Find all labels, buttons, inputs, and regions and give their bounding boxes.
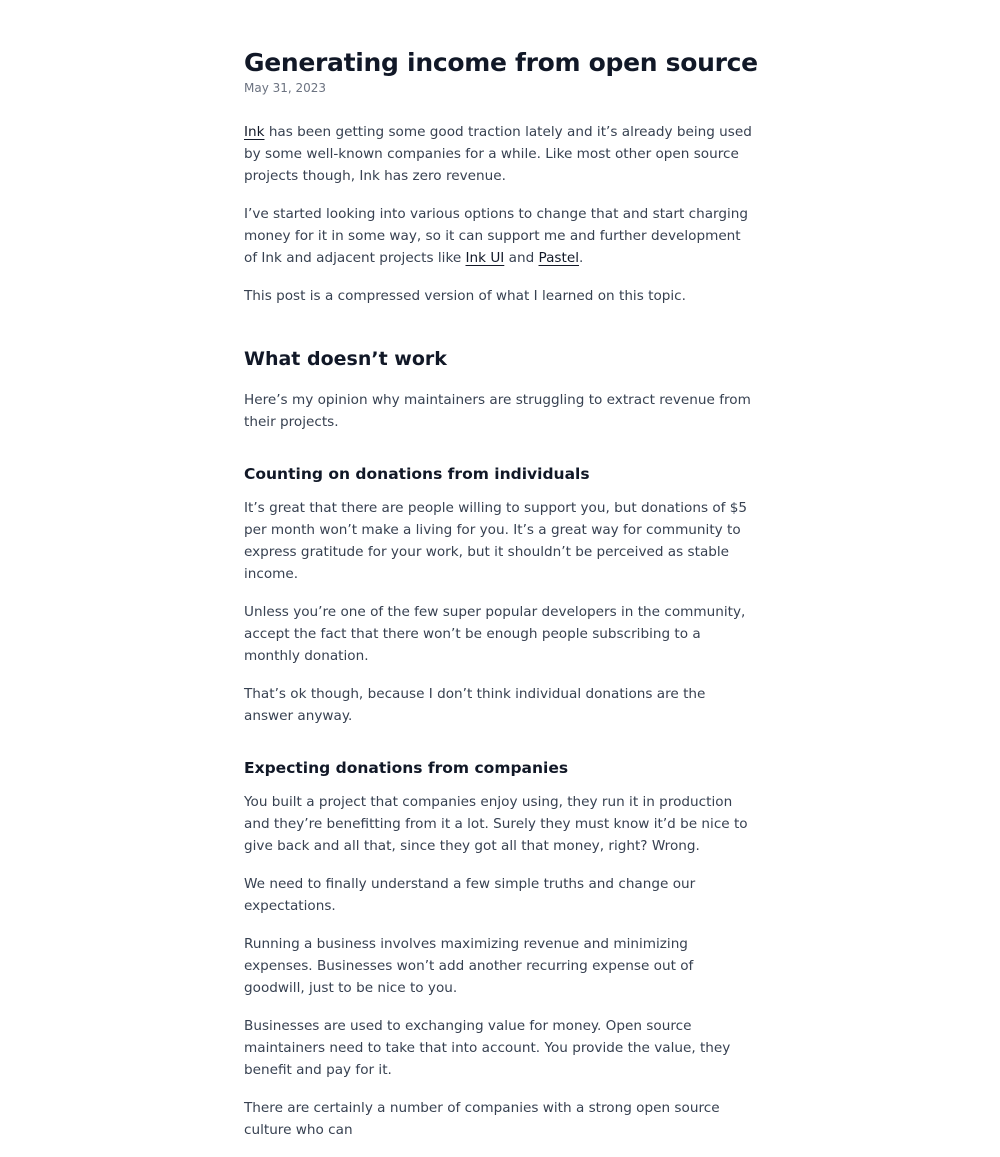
intro-paragraph-2-and: and (504, 250, 539, 266)
individuals-paragraph-1: It’s great that there are people willing to support you, but donations of $5 per month won’t make a living for you. It’s a great way for community to express gratitude for your work, but it shouldn’t be perceived as stable income. (244, 500, 748, 582)
section-heading-what-doesnt-work: What doesn’t work (244, 348, 447, 370)
what-doesnt-work-paragraph: Here’s my opinion why maintainers are struggling to extract revenue from their projects. (244, 392, 751, 430)
post-title: Generating income from open source (244, 48, 758, 77)
intro-paragraph-1 (244, 121, 756, 187)
intro-paragraph-3: This post is a compressed version of what I learned on this topic. (244, 288, 686, 304)
intro-paragraph-1-text: has been getting some good traction lately and it’s already being used by some well-known companies for a while. Like most other open source projects though, Ink has zero revenue. (244, 124, 752, 184)
subsection-heading-companies: Expecting donations from companies (244, 759, 569, 777)
post-body (244, 121, 756, 1157)
intro-paragraph-2-end: . (579, 250, 584, 266)
companies-paragraph-5: There are certainly a number of companies with a strong open source culture who can (244, 1100, 720, 1138)
companies-paragraph-2: We need to finally understand a few simple truths and change our expectations. (244, 876, 696, 914)
individuals-paragraph-2: Unless you’re one of the few super popular developers in the community, accept the fact that there won’t be enough people subscribing to a monthly donation. (244, 604, 746, 664)
post-date: May 31, 2023 (244, 81, 327, 95)
intro-paragraph-2 (244, 203, 756, 269)
ink-link[interactable]: Ink (244, 124, 265, 140)
ink-ui-link[interactable]: Ink UI (465, 250, 505, 266)
subsection-heading-individuals: Counting on donations from individuals (244, 465, 590, 483)
companies-paragraph-1: You built a project that companies enjoy using, they run it in production and they’re benefitting from it a lot. Surely they must know it’d be nice to give back and all that, since they got all that money, right? Wrong. (244, 794, 748, 854)
companies-paragraph-3: Running a business involves maximizing revenue and minimizing expenses. Businesses won’t add another recurring expense out of goodwill, just to be nice to you. (244, 936, 694, 996)
individuals-paragraph-3: That’s ok though, because I don’t think individual donations are the answer anyway. (244, 686, 706, 724)
intro-paragraph-2-text: I’ve started looking into various options to change that and start charging money for it in some way, so it can support me and further development of Ink and adjacent projects like (244, 206, 749, 266)
pastel-link[interactable]: Pastel (538, 250, 579, 266)
companies-paragraph-4: Businesses are used to exchanging value for money. Open source maintainers need to take that into account. You provide the value, they benefit and pay for it. (244, 1018, 731, 1078)
